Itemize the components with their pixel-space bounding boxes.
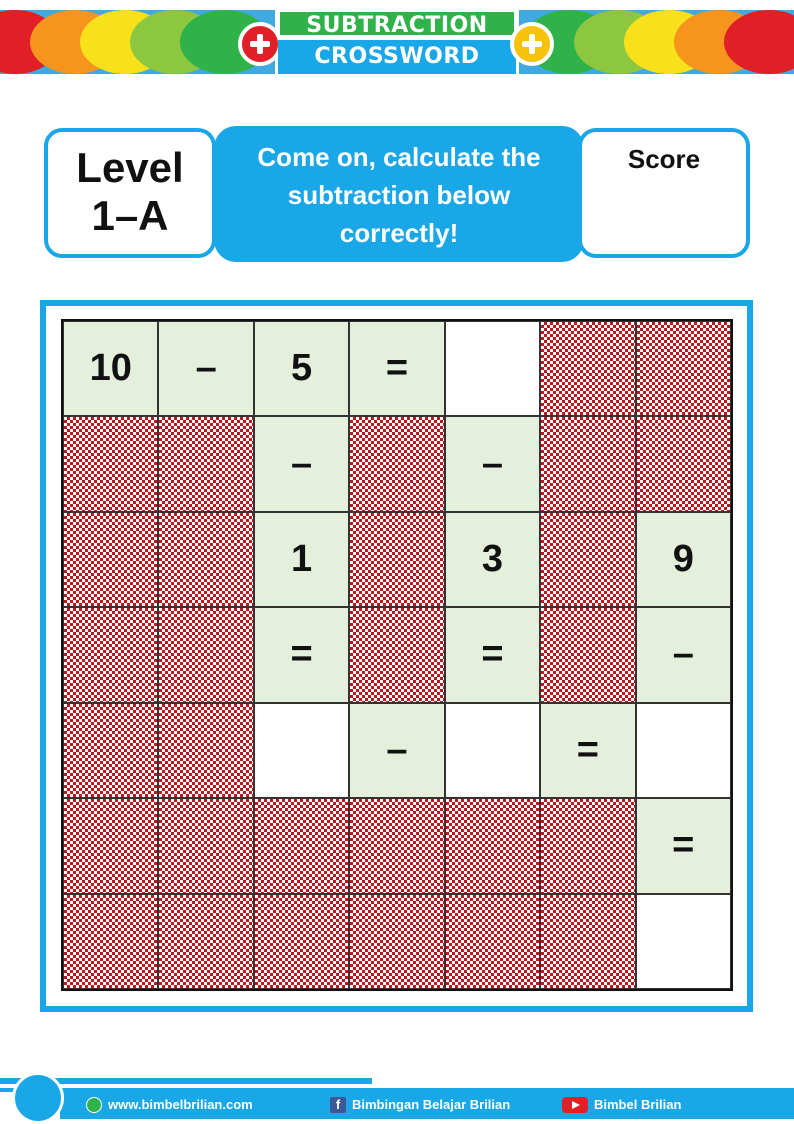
blocked-cell — [349, 894, 444, 989]
instruction-line-2: subtraction below — [287, 180, 511, 210]
given-cell: = — [540, 703, 635, 798]
plus-icon — [238, 22, 282, 66]
given-cell: – — [636, 607, 731, 702]
blocked-cell — [636, 321, 731, 416]
facebook-icon: f — [330, 1097, 346, 1113]
blocked-cell — [540, 798, 635, 893]
level-label: Level — [76, 144, 184, 191]
level-box — [44, 128, 216, 258]
score-label: Score — [627, 144, 701, 174]
given-cell: = — [445, 607, 540, 702]
blocked-cell — [254, 894, 349, 989]
youtube-text: Bimbel Brilian — [594, 1097, 682, 1112]
given-cell: = — [349, 321, 444, 416]
given-cell: – — [254, 416, 349, 511]
answer-cell[interactable] — [636, 703, 731, 798]
instruction-line-1: Come on, calculate the — [257, 142, 541, 172]
top-banner — [0, 10, 794, 74]
blocked-cell — [158, 416, 253, 511]
blocked-cell — [540, 416, 635, 511]
given-cell: 9 — [636, 512, 731, 607]
given-cell: 5 — [254, 321, 349, 416]
given-cell: = — [254, 607, 349, 702]
website-text: www.bimbelbrilian.com — [108, 1097, 253, 1112]
instruction-box — [214, 126, 584, 262]
footer-facebook[interactable] — [330, 1096, 510, 1114]
given-cell: 1 — [254, 512, 349, 607]
footer-circle-decoration — [12, 1072, 64, 1124]
given-cell: 3 — [445, 512, 540, 607]
blocked-cell — [158, 607, 253, 702]
answer-cell[interactable] — [445, 703, 540, 798]
blocked-cell — [158, 703, 253, 798]
blocked-cell — [63, 416, 158, 511]
blocked-cell — [158, 894, 253, 989]
blocked-cell — [445, 894, 540, 989]
answer-cell[interactable] — [445, 321, 540, 416]
given-cell: – — [158, 321, 253, 416]
banner-decoration-right — [519, 10, 794, 74]
blocked-cell — [63, 703, 158, 798]
plus-icon — [510, 22, 554, 66]
title-line-2: CROSSWORD — [278, 40, 516, 74]
crossword-grid — [61, 319, 733, 991]
youtube-icon — [562, 1097, 588, 1113]
score-box[interactable] — [578, 128, 750, 258]
given-cell: 10 — [63, 321, 158, 416]
facebook-text: Bimbingan Belajar Brilian — [352, 1097, 511, 1112]
blocked-cell — [254, 798, 349, 893]
answer-cell[interactable] — [254, 703, 349, 798]
globe-icon — [86, 1097, 102, 1113]
blocked-cell — [540, 512, 635, 607]
blocked-cell — [158, 798, 253, 893]
blocked-cell — [445, 798, 540, 893]
blocked-cell — [63, 607, 158, 702]
given-cell: – — [445, 416, 540, 511]
blocked-cell — [540, 321, 635, 416]
level-value: 1–A — [91, 192, 169, 239]
footer-website[interactable] — [86, 1096, 253, 1114]
blocked-cell — [540, 894, 635, 989]
blocked-cell — [349, 798, 444, 893]
blocked-cell — [349, 512, 444, 607]
blocked-cell — [349, 607, 444, 702]
blocked-cell — [540, 607, 635, 702]
blocked-cell — [63, 894, 158, 989]
title-line-1: SUBTRACTION — [278, 10, 516, 37]
banner-decoration-left — [0, 10, 275, 74]
blocked-cell — [63, 798, 158, 893]
given-cell: – — [349, 703, 444, 798]
blocked-cell — [636, 416, 731, 511]
given-cell: = — [636, 798, 731, 893]
blocked-cell — [158, 512, 253, 607]
instruction-line-3: correctly! — [339, 218, 459, 248]
answer-cell[interactable] — [636, 894, 731, 989]
blocked-cell — [63, 512, 158, 607]
footer-youtube[interactable] — [562, 1096, 681, 1114]
worksheet-title — [278, 10, 516, 74]
blocked-cell — [349, 416, 444, 511]
